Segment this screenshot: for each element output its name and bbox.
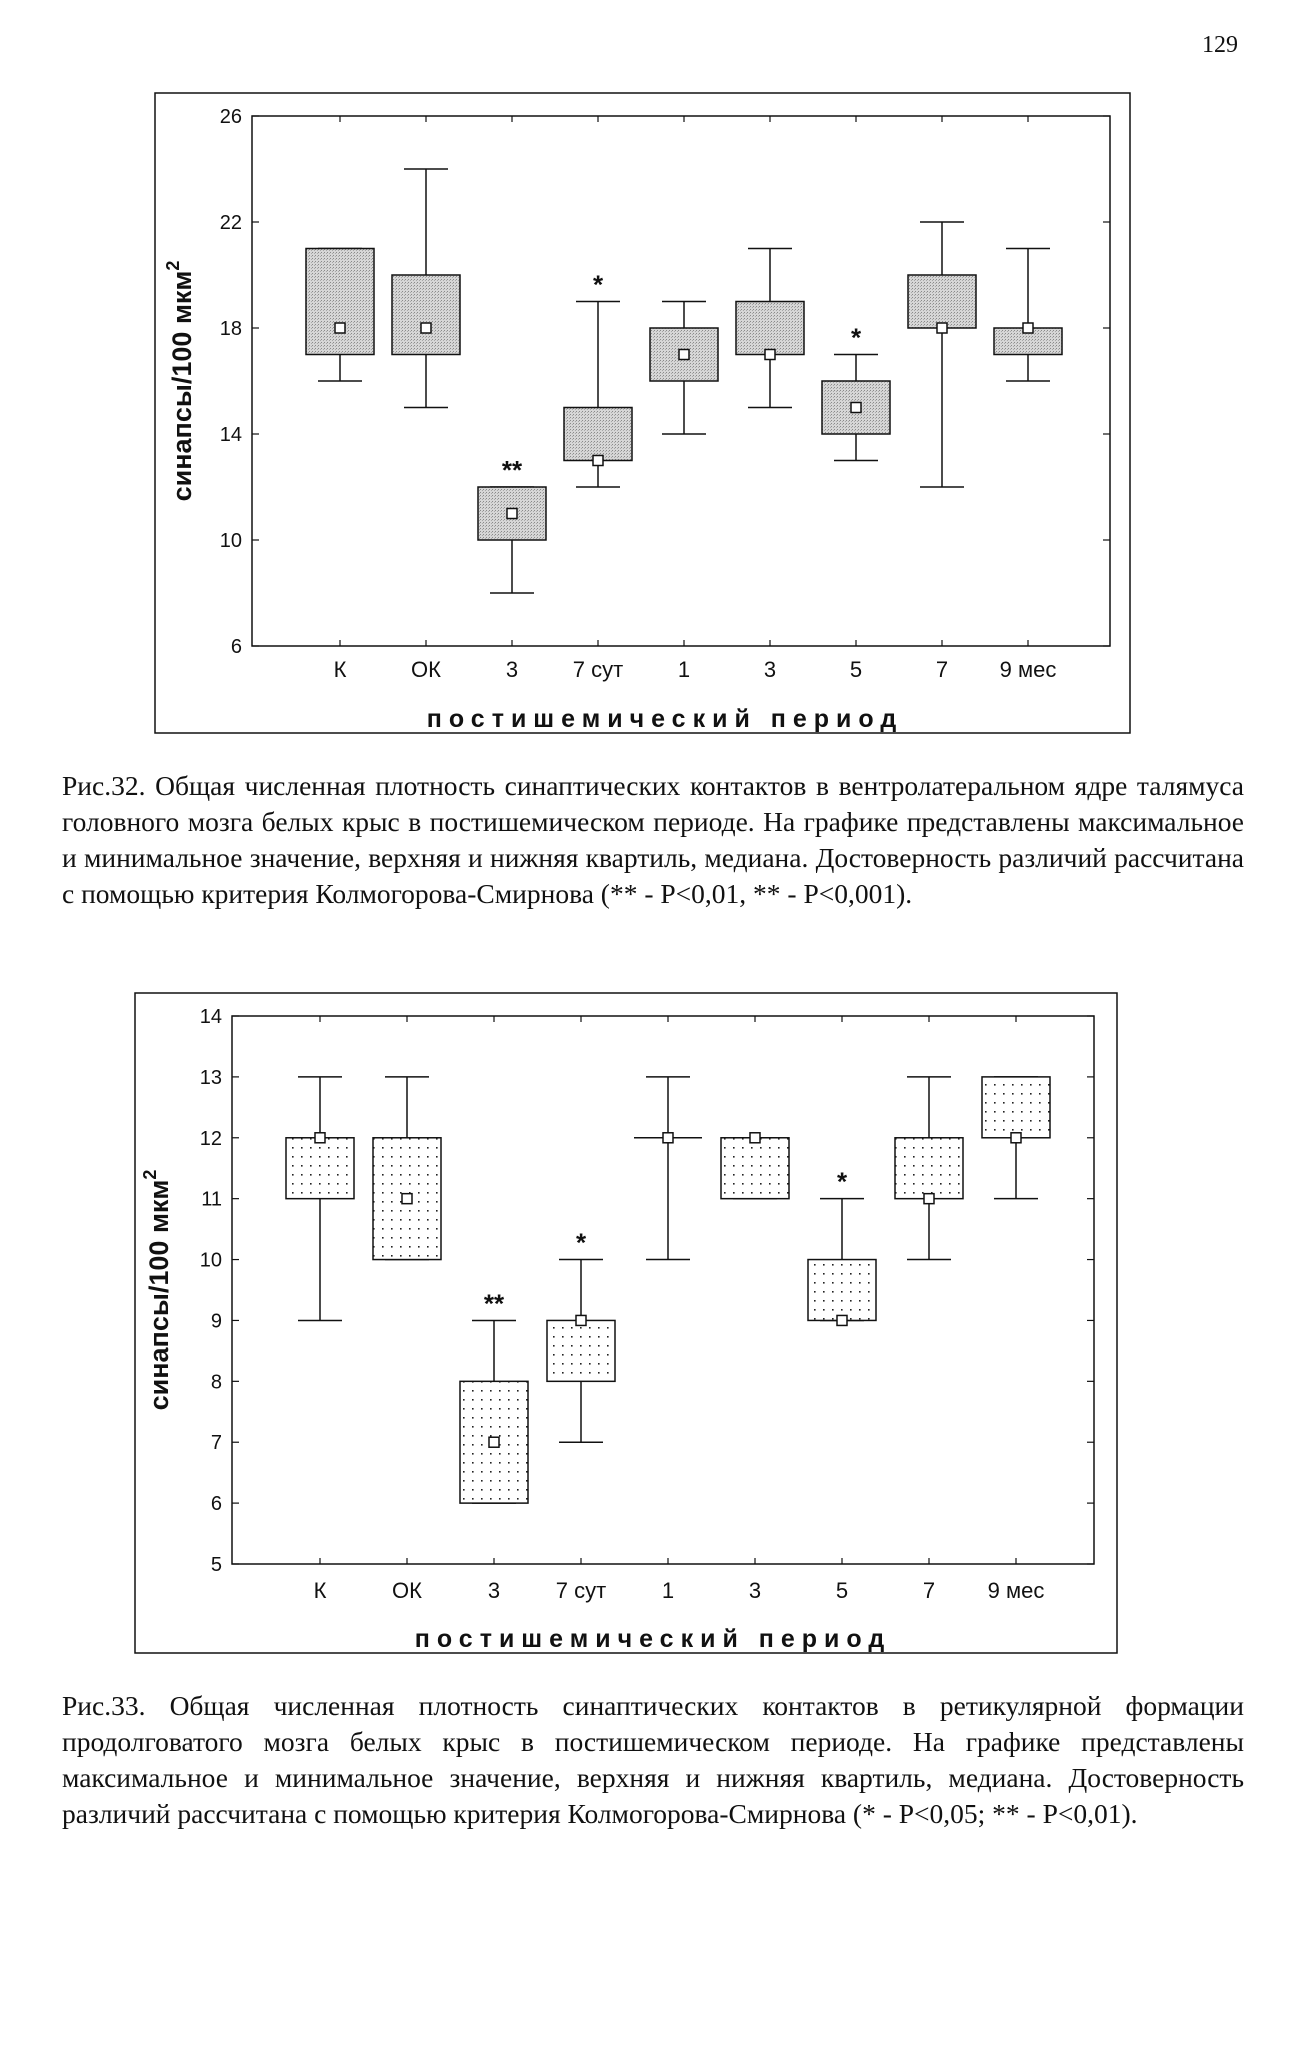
median-marker <box>1023 323 1033 333</box>
significance-mark: * <box>850 322 862 353</box>
chart-fig33 <box>135 993 1117 1653</box>
box-iqr <box>808 1260 876 1321</box>
box-iqr <box>982 1077 1050 1138</box>
median-marker <box>765 350 775 360</box>
caption-fig32: Рис.32. Общая численная плотность синаптических контактов в вентролатеральном ядре талямуса головного мозга белых крыс в постишемическом периоде. На графике представлены максимальное и минимальное значение, верхняя и нижняя квартиль, медиана. Достоверность различий рассчитана с помощью критерия Колмогорова-Смирнова (** - P<0,01, ** - P<0,001). <box>62 770 1244 909</box>
median-marker <box>663 1133 673 1143</box>
median-marker <box>315 1133 325 1143</box>
significance-mark: ** <box>483 1288 505 1319</box>
median-marker <box>402 1194 412 1204</box>
x-tick-label: К <box>313 1578 327 1603</box>
significance-mark: * <box>836 1166 848 1197</box>
median-marker <box>851 403 861 413</box>
x-tick-label: 7 сут <box>555 1578 607 1603</box>
y-tick-label: 13 <box>199 1066 222 1089</box>
significance-mark: ** <box>501 455 523 485</box>
median-marker <box>937 323 947 333</box>
y-tick-label: 22 <box>219 212 242 234</box>
figure-frame <box>155 93 1130 733</box>
x-tick-label: 1 <box>677 657 691 682</box>
x-tick-label: 9 мес <box>999 657 1057 682</box>
median-marker <box>750 1133 760 1143</box>
median-marker <box>593 456 603 466</box>
x-tick-label: К <box>333 657 347 682</box>
median-marker <box>679 350 689 360</box>
median-marker <box>837 1315 847 1325</box>
caption-fig33: Рис.33. Общая численная плотность синаптических контактов в ретикулярной формации продолговатого мозга белых крыс в постишемическом периоде. На графике представлены максимальное и минимальное значение, верхняя и нижняя квартиль, медиана. Достоверность различий рассчитана с помощью критерия Колмогорова-Смирнова (* - P<0,05; ** - P<0,01). <box>62 1690 1244 1829</box>
y-tick-label: 10 <box>199 1249 222 1272</box>
x-tick-label: 5 <box>835 1578 849 1603</box>
box-iqr <box>306 249 374 355</box>
y-tick-label: 7 <box>210 1432 222 1455</box>
x-tick-label: 7 сут <box>572 657 624 682</box>
significance-mark: * <box>575 1227 587 1258</box>
box-iqr <box>908 275 976 328</box>
box-iqr <box>392 275 460 355</box>
chart-fig32 <box>155 93 1130 733</box>
x-tick-label: 3 <box>487 1578 501 1603</box>
box-iqr <box>286 1138 354 1199</box>
median-marker <box>576 1315 586 1325</box>
y-axis-label <box>163 261 197 502</box>
y-tick-label: 14 <box>199 1006 222 1028</box>
y-tick-label: 18 <box>219 318 242 340</box>
x-tick-label: 5 <box>849 657 863 682</box>
y-tick-label: 6 <box>210 1493 222 1516</box>
x-tick-label: 3 <box>748 1578 762 1603</box>
figure-frame <box>135 993 1117 1653</box>
x-tick-label: 3 <box>505 657 519 682</box>
y-tick-label: 6 <box>230 636 242 658</box>
x-tick-label: ОК <box>411 657 441 682</box>
y-tick-label: 8 <box>210 1371 222 1394</box>
y-axis-label-text: синапсы/100 мкм <box>144 1179 174 1411</box>
x-tick-label: 9 мес <box>987 1578 1045 1603</box>
median-marker <box>507 509 517 519</box>
x-tick-label: 3 <box>763 657 777 682</box>
x-tick-label: ОК <box>392 1578 422 1603</box>
significance-mark: * <box>592 269 604 300</box>
y-axis-label-superscript: 2 <box>163 260 183 271</box>
median-marker <box>1011 1133 1021 1143</box>
y-axis-label-superscript: 2 <box>140 1169 160 1180</box>
y-tick-label: 10 <box>219 530 242 552</box>
box-iqr <box>564 408 632 461</box>
y-tick-label: 14 <box>219 424 242 446</box>
plot-area <box>232 1016 1094 1564</box>
y-tick-label: 5 <box>210 1554 222 1576</box>
x-tick-label: 7 <box>922 1578 936 1603</box>
median-marker <box>421 323 431 333</box>
y-tick-label: 11 <box>201 1188 222 1211</box>
y-tick-label: 12 <box>199 1127 222 1150</box>
box-iqr <box>547 1320 615 1381</box>
x-axis-label: постишемический период <box>426 705 904 733</box>
median-marker <box>489 1437 499 1447</box>
box-iqr <box>721 1138 789 1199</box>
y-axis-label <box>140 1170 174 1411</box>
x-tick-label: 1 <box>661 1578 675 1603</box>
x-axis-label: постишемический период <box>414 1625 892 1653</box>
y-axis-label-text: синапсы/100 мкм <box>167 270 197 502</box>
page-number: 129 <box>1202 32 1238 58</box>
x-tick-label: 7 <box>935 657 949 682</box>
y-tick-label: 9 <box>210 1310 222 1333</box>
box-iqr <box>895 1138 963 1199</box>
box-iqr <box>736 302 804 355</box>
median-marker <box>924 1194 934 1204</box>
median-marker <box>335 323 345 333</box>
y-tick-label: 26 <box>219 106 242 128</box>
